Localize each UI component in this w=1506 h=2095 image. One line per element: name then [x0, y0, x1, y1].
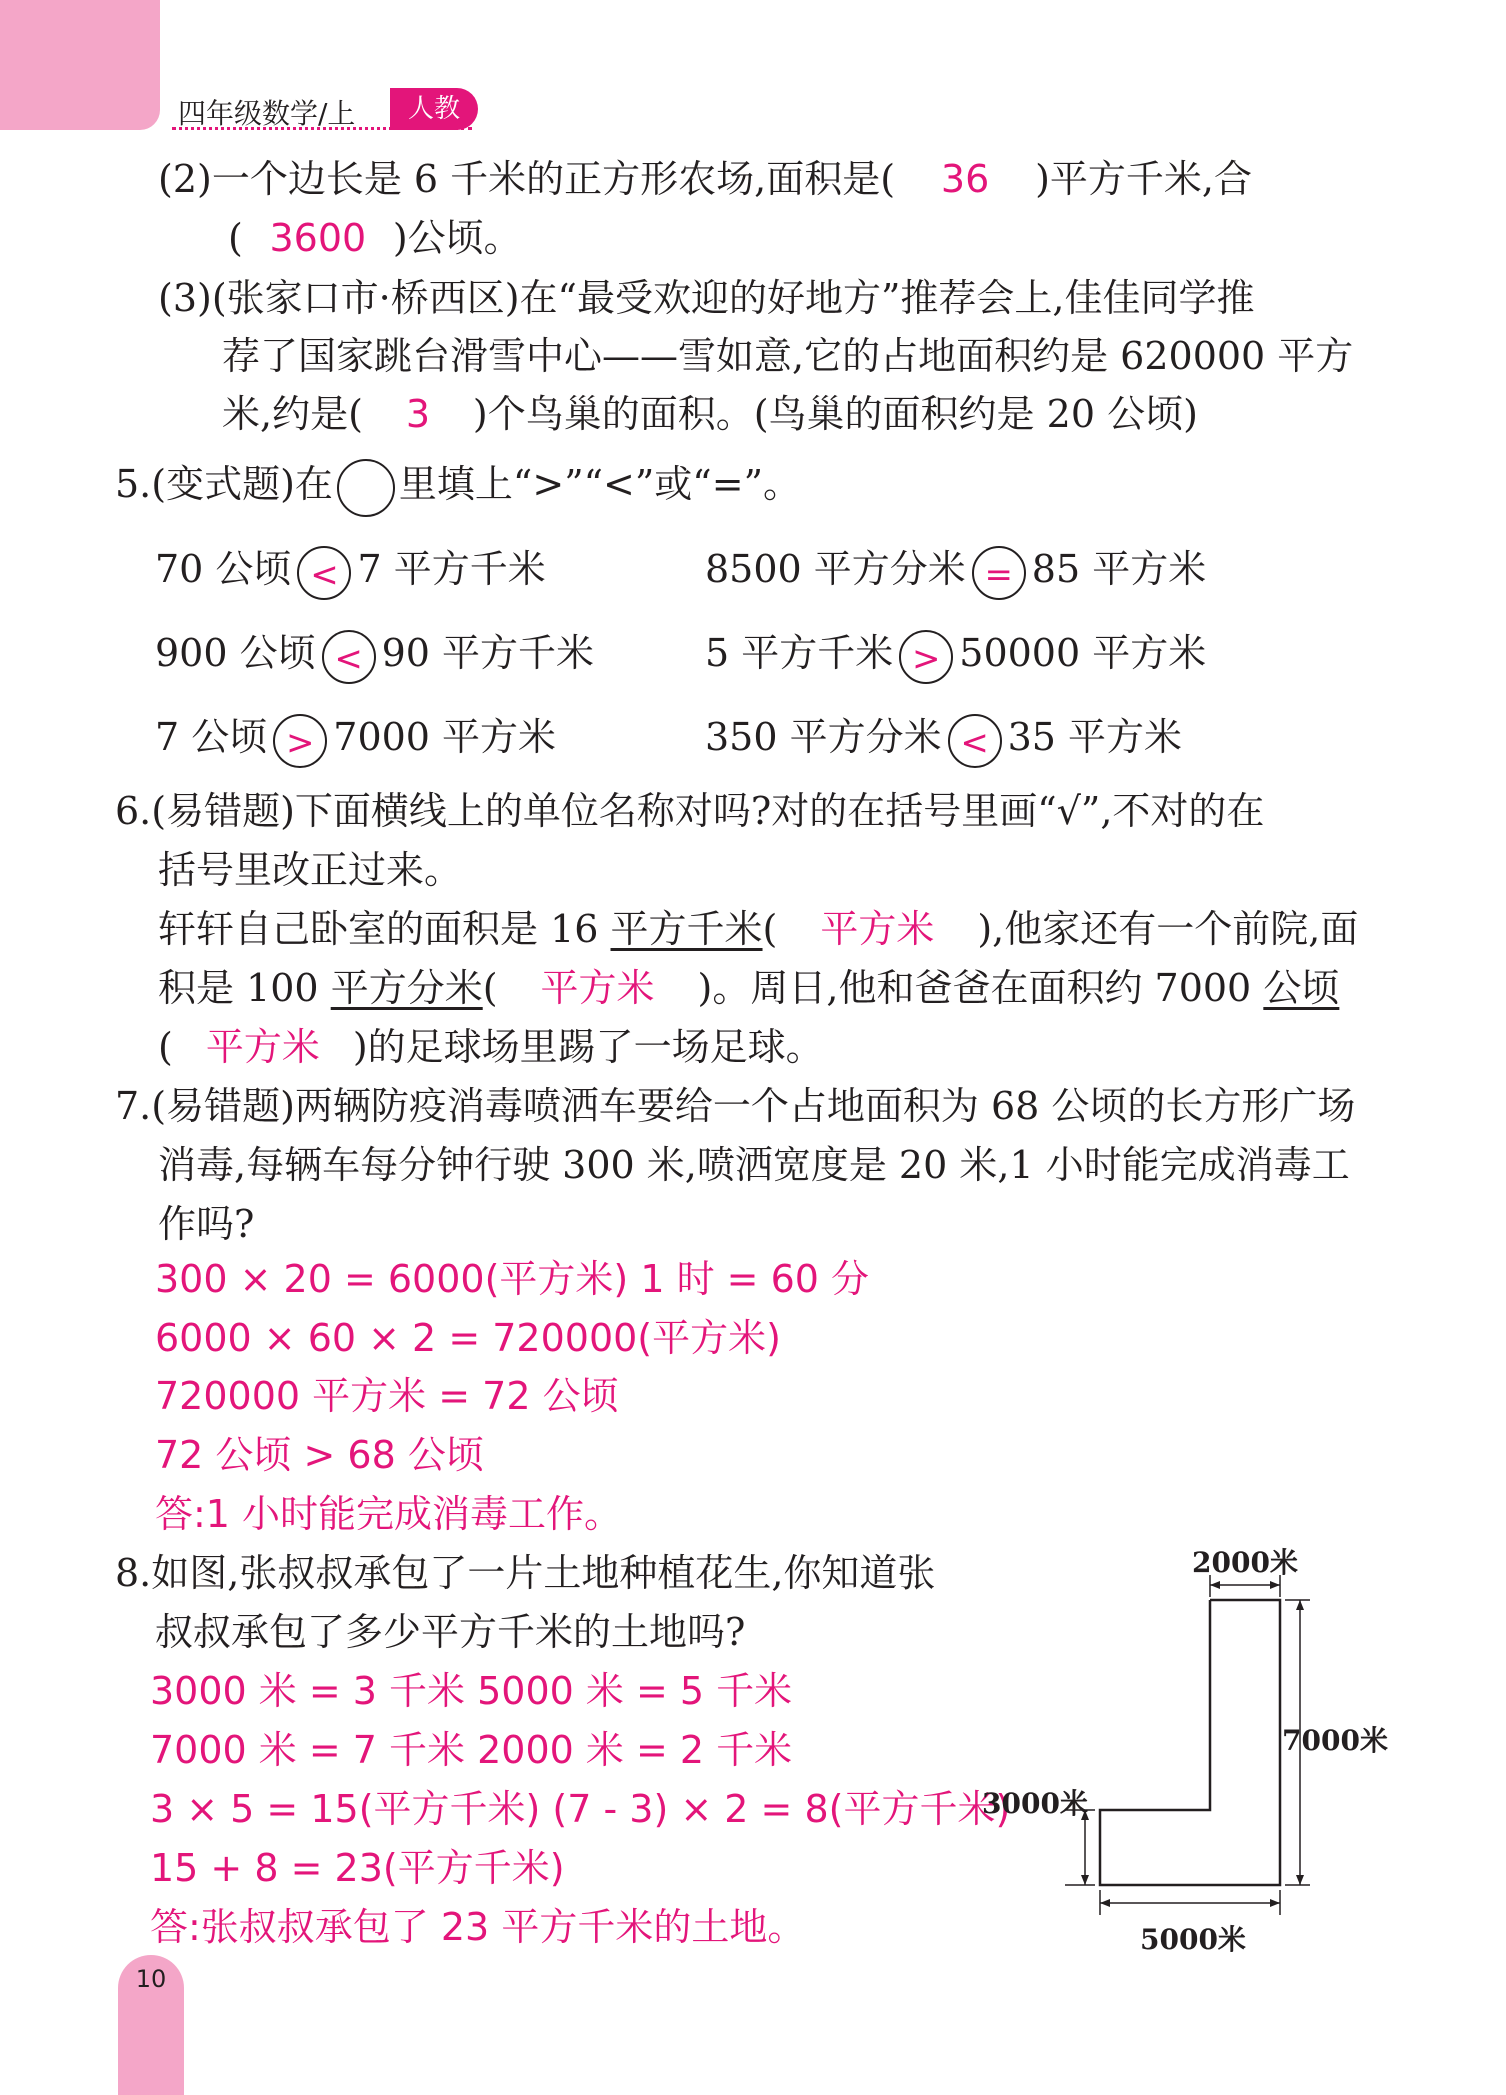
q4-part3-line3: 米,约是( 3 )个鸟巢的面积。(鸟巢的面积约是 20 公顷) [222, 388, 1198, 440]
q7-answer: 答:1 小时能完成消毒工作。 [155, 1492, 623, 1536]
q5-item: 70 公顷 < 7 平方千米 [155, 543, 546, 600]
q7-solution-1: 300 × 20 = 6000(平方米) 1 时 = 60 分 [155, 1257, 870, 1301]
q5-item: 350 平方分米 < 35 平方米 [705, 711, 1182, 768]
q7-solution-3: 720000 平方米 = 72 公顷 [155, 1374, 619, 1418]
header-tab [0, 0, 160, 130]
right-dimension-label: 7000米 [1282, 1724, 1388, 1757]
q4-part3-line1: (3)(张家口市·桥西区)在“最受欢迎的好地方”推荐会上,佳佳同学推 [158, 276, 1255, 320]
compare-circle: < [297, 546, 351, 600]
compare-circle: = [972, 546, 1026, 600]
q7-solution-2: 6000 × 60 × 2 = 720000(平方米) [155, 1316, 781, 1360]
q4-part2-line2: ( 3600 )公顷。 [228, 212, 522, 264]
answer-blank: 3 [405, 392, 430, 436]
q6-line4: 积是 100 平方分米( 平方米 )。周日,他和爸爸在面积约 7000 公顷 [158, 962, 1339, 1014]
q6-line5: ( 平方米 )的足球场里踢了一场足球。 [158, 1021, 824, 1073]
compare-circle: < [322, 630, 376, 684]
q8-answer: 答:张叔叔承包了 23 平方千米的土地。 [150, 1905, 806, 1949]
q7-solution-4: 72 公顷 > 68 公顷 [155, 1433, 484, 1477]
q7-line2: 消毒,每辆车每分钟行驶 300 米,喷洒宽度是 20 米,1 小时能完成消毒工 [158, 1143, 1350, 1187]
compare-circle: > [273, 714, 327, 768]
bottom-dimension-label: 5000米 [1140, 1923, 1246, 1956]
q7-line1: 7.(易错题)两辆防疫消毒喷洒车要给一个占地面积为 68 公顷的长方形广场 [115, 1084, 1356, 1128]
answer-blank: 3600 [269, 216, 367, 260]
q8-solution-4: 15 + 8 = 23(平方千米) [150, 1846, 565, 1890]
q5-item: 900 公顷 < 90 平方千米 [155, 627, 594, 684]
compare-circle: < [948, 714, 1002, 768]
q8-line2: 叔叔承包了多少平方千米的土地吗? [155, 1610, 746, 1654]
header-title: 四年级数学/上 [178, 97, 356, 130]
q5-item: 5 平方千米 > 50000 平方米 [705, 627, 1206, 684]
compare-circle: > [899, 630, 953, 684]
answer-blank: 平方米 [820, 907, 935, 951]
answer-blank: 36 [940, 157, 990, 201]
q4-part3-line2: 荐了国家跳台滑雪中心——雪如意,它的占地面积约是 620000 平方 [222, 334, 1354, 378]
q8-solution-2: 7000 米 = 7 千米 2000 米 = 2 千米 [150, 1728, 793, 1772]
q5-item: 8500 平方分米 = 85 平方米 [705, 543, 1206, 600]
publisher-badge: 人教 [390, 88, 478, 130]
circle-icon [337, 459, 395, 517]
q6-line2: 括号里改正过来。 [158, 848, 463, 892]
q7-line3: 作吗? [158, 1202, 255, 1246]
q8-line1: 8.如图,张叔叔承包了一片土地种植花生,你知道张 [115, 1551, 936, 1595]
q8-solution-3: 3 × 5 = 15(平方千米) (7 - 3) × 2 = 8(平方千米) [150, 1787, 1011, 1831]
q4-part2-line1: (2)一个边长是 6 千米的正方形农场,面积是( 36 )平方千米,合 [158, 153, 1252, 205]
land-figure [980, 1545, 1400, 1915]
answer-blank: 平方米 [540, 966, 655, 1010]
q6-line1: 6.(易错题)下面横线上的单位名称对吗?对的在括号里画“√”,不对的在 [115, 789, 1265, 833]
header-divider [172, 127, 472, 130]
q6-line3: 轩轩自己卧室的面积是 16 平方千米( 平方米 ),他家还有一个前院,面 [158, 903, 1358, 955]
top-dimension-label: 2000米 [1192, 1546, 1298, 1579]
page-number: 10 [135, 1965, 167, 1993]
q5-prompt: 5.(变式题)在 里填上“>”“<”或“=”。 [115, 458, 801, 517]
left-dimension-label: 3000米 [982, 1787, 1088, 1820]
answer-blank: 平方米 [205, 1025, 320, 1069]
land-outline [1100, 1600, 1280, 1885]
q8-solution-1: 3000 米 = 3 千米 5000 米 = 5 千米 [150, 1669, 793, 1713]
q5-item: 7 公顷 > 7000 平方米 [155, 711, 556, 768]
